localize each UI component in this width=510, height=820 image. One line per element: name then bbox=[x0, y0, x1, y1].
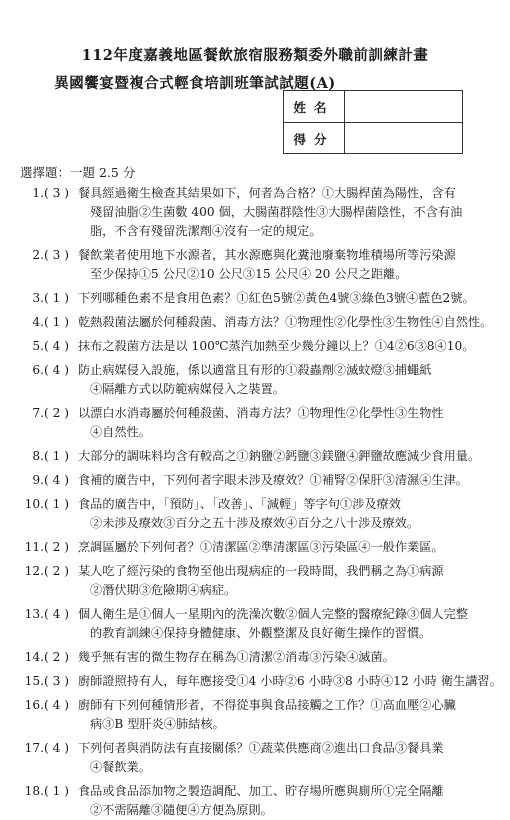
question-text-line: 食補的廣告中，下列何者字眼未涉及療效？①補腎②保肝③清濕④生津。 bbox=[78, 473, 468, 487]
question-text-line: 殘留油脂②生菌數 400 個，大腸菌群陰性③大腸桿菌陰性，不含有油 bbox=[90, 205, 463, 219]
question-text-line: 餐具經過衛生檢查其結果如下，何者為合格？①大腸桿菌為陽性，含有 bbox=[78, 186, 456, 200]
question-text-line: 大部分的調味料均含有較高之①鈉鹽②鈣鹽③鎂鹽④鉀鹽故應減少食用量。 bbox=[78, 449, 481, 463]
question-text-line: 抹布之殺菌方法是以 100℃蒸汽加熱至少幾分鐘以上？①4②6③8④10。 bbox=[78, 339, 475, 353]
question-answer: ( 4 ) bbox=[44, 607, 70, 621]
question-number: 16. bbox=[24, 698, 44, 712]
question-number: 10. bbox=[24, 497, 44, 511]
question-text-line: 食品或食品添加物之製造調配、加工、貯存場所應與廁所①完全隔離 bbox=[78, 784, 444, 798]
question-answer: ( 2 ) bbox=[44, 540, 70, 554]
question-number: 18. bbox=[24, 784, 44, 798]
question-number: 17. bbox=[24, 741, 44, 755]
question-text-line: 防止病媒侵入設施，係以適當且有形的①殺蟲劑②滅蚊燈③捕蠅紙 bbox=[78, 363, 432, 377]
question-text-line: ②未涉及療效③百分之五十涉及療效④百分之八十涉及療效。 bbox=[90, 516, 420, 530]
name-row bbox=[284, 91, 462, 123]
question-answer: ( 4 ) bbox=[44, 698, 70, 712]
question-answer: ( 1 ) bbox=[44, 291, 70, 305]
question-text-line: 下列何者與消防法有直接關係？①蔬菜供應商②進出口食品③餐具業 bbox=[78, 741, 444, 755]
question-answer: ( 1 ) bbox=[44, 497, 70, 511]
question-number: 9. bbox=[32, 473, 44, 487]
question-text-line: 以漂白水消毒屬於何種殺菌、消毒方法？①物理性②化學性③生物性 bbox=[78, 406, 444, 420]
question-text-line: 某人吃了經污染的食物至他出現病症的一段時間，我們稱之為①病源 bbox=[78, 564, 444, 578]
question-text-line: 下列哪種色素不是食用色素？①紅色5號②黃色4號③綠色3號④藍色2號。 bbox=[78, 291, 475, 305]
question-text-line: 餐飲業者使用地下水源者，其水源應與化糞池廢棄物堆積場所等污染源 bbox=[78, 248, 456, 262]
question-answer: ( 2 ) bbox=[44, 406, 70, 420]
question-number: 13. bbox=[24, 607, 44, 621]
question-text-line: ②不需隔離③隨便④方便為原則。 bbox=[90, 803, 273, 817]
question-number: 11. bbox=[24, 540, 44, 554]
question-answer: ( 3 ) bbox=[44, 248, 70, 262]
question-text-line: 食品的廣告中，「預防」、「改善」、「減輕」等字句①涉及療效 bbox=[78, 497, 401, 511]
question-answer: ( 2 ) bbox=[44, 650, 70, 664]
question-number: 12. bbox=[24, 564, 44, 578]
question-text-line: 病③B 型肝炎④肺結核。 bbox=[90, 717, 225, 731]
question-answer: ( 1 ) bbox=[44, 449, 70, 463]
question-answer: ( 3 ) bbox=[44, 186, 70, 200]
question-answer: ( 1 ) bbox=[44, 315, 70, 329]
question-number: 6. bbox=[32, 363, 44, 377]
question-text-line: 乾熱殺菌法屬於何種殺菌、消毒方法？①物理性②化學性③生物性④自然性。 bbox=[78, 315, 493, 329]
name-label: 姓名 bbox=[284, 91, 345, 122]
question-text-line: 廚師有下列何種情形者，不得從事與食品接觸之工作？①高血壓②心臟 bbox=[78, 698, 456, 712]
question-text-line: ④自然性。 bbox=[90, 425, 151, 439]
question-number: 14. bbox=[24, 650, 44, 664]
section-intro: 選擇題：一題 2.5 分 bbox=[20, 165, 136, 180]
exam-title-line1: 112年度嘉義地區餐飲旅宿服務類委外職前訓練計畫 bbox=[81, 47, 429, 64]
question-number: 1. bbox=[32, 186, 44, 200]
question-text-line: 的教育訓練④保持身體健康、外觀整潔及良好衛生操作的習慣。 bbox=[90, 626, 432, 640]
question-text-line: 幾乎無有害的微生物存在稱為①清潔②消毒③污染④滅菌。 bbox=[78, 650, 395, 664]
question-text-line: ④隔離方式以防範病媒侵入之裝置。 bbox=[90, 382, 285, 396]
question-text-line: 至少保持①5 公尺②10 公尺③15 公尺④ 20 公尺之距離。 bbox=[90, 267, 408, 281]
question-text-line: ④餐飲業。 bbox=[90, 760, 151, 774]
question-answer: ( 3 ) bbox=[44, 674, 70, 688]
score-row bbox=[284, 123, 462, 154]
name-score-table bbox=[283, 90, 463, 154]
question-answer: ( 4 ) bbox=[44, 363, 70, 377]
question-answer: ( 4 ) bbox=[44, 473, 70, 487]
question-answer: ( 4 ) bbox=[44, 339, 70, 353]
question-number: 4. bbox=[32, 315, 44, 329]
score-label: 得分 bbox=[284, 123, 345, 154]
question-number: 8. bbox=[32, 449, 44, 463]
question-number: 2. bbox=[32, 248, 44, 262]
question-number: 7. bbox=[32, 406, 44, 420]
question-text-line: 脂，不含有殘留洗潔劑④沒有一定的規定。 bbox=[90, 224, 322, 238]
question-number: 5. bbox=[32, 339, 44, 353]
question-text-line: 烹調區屬於下列何者？①清潔區②準清潔區③污染區④一般作業區。 bbox=[78, 540, 444, 554]
question-text-line: ②潛伏期③危險期④病症。 bbox=[90, 583, 237, 597]
question-number: 3. bbox=[32, 291, 44, 305]
question-text-line: 個人衛生是①個人一星期內的洗澡次數②個人完整的醫療紀錄③個人完整 bbox=[78, 607, 468, 621]
exam-title-line2: 異國饗宴暨複合式輕食培訓班筆試試題(A) bbox=[54, 75, 336, 92]
question-text-line: 廚師證照持有人，每年應接受①4 小時②6 小時③8 小時④12 小時 衛生講習。 bbox=[78, 674, 502, 688]
question-answer: ( 4 ) bbox=[44, 741, 70, 755]
question-answer: ( 2 ) bbox=[44, 564, 70, 578]
question-number: 15. bbox=[24, 674, 44, 688]
question-answer: ( 1 ) bbox=[44, 784, 70, 798]
